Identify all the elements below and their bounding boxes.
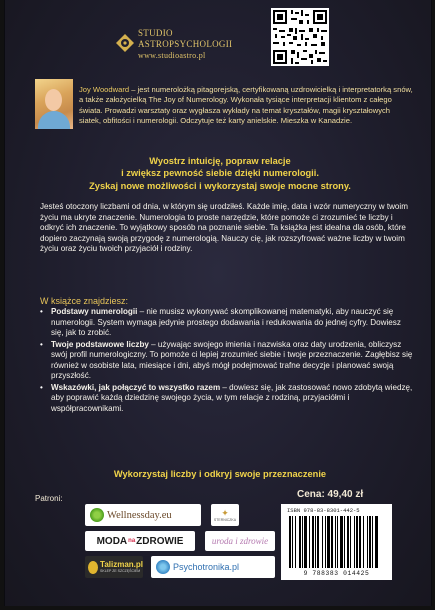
list-item-text: – dowiesz się, jak zastosować nowo zdobytą wiedzę, aby poprawić każdą dziedzinę swojego życia, w tym relacje z rodziną, przyjaciółmi i współpracownikami. — [51, 382, 413, 413]
publisher-url: www.studioastro.pl — [138, 51, 206, 60]
patron-moda-text-1: MODA — [96, 535, 128, 547]
patron-moda-text-3: ZDROWIE — [136, 535, 184, 547]
patrons-label: Patroni: — [35, 494, 63, 503]
publisher-line-2: ASTROPSYCHOLOGII — [138, 39, 233, 49]
isbn-barcode — [281, 504, 392, 580]
patron-talizman-text: Talizman.pl — [100, 560, 143, 569]
list-item-title: Podstawy numerologii — [51, 307, 138, 316]
tagline-line-2: i zwiększ pewność siebie dzięki numerologii. — [121, 168, 319, 179]
list-item — [40, 340, 415, 382]
patron-wellnessday-text: Wellnessday.eu — [107, 509, 172, 521]
leaf-icon — [90, 508, 104, 522]
patron-sterniczka-text: STERNICZKA — [213, 517, 237, 522]
list-item — [40, 383, 415, 415]
patron-wellnessday-logo — [85, 504, 201, 526]
patron-talizman-logo — [85, 556, 143, 578]
tagline-line-3: Zyskaj nowe możliwości i wykorzystaj swoje mocne strony. — [89, 180, 351, 191]
patron-psychotronika-text: Psychotronika.pl — [173, 562, 240, 572]
star-icon: ✦ — [221, 507, 229, 518]
list-item-title: Twoje podstawowe liczby — [51, 339, 149, 349]
barcode-digits: 9 788383 014425 — [303, 570, 370, 577]
book-back-cover — [4, 0, 432, 606]
publisher-logo-icon — [115, 33, 135, 53]
patron-talizman-subtext: SKLEP ZE SZCZĘŚCIEM — [100, 569, 141, 573]
publisher-name — [138, 28, 232, 61]
list-item-text: – nie musisz wykonywać skomplikowanej matematyki, aby nauczyć się numerologii. System wymaga jedynie prostego dodawania i redukowania do jednej cyfry. Dowiesz się, jak to zrobić. — [51, 307, 401, 338]
author-bio — [79, 85, 414, 127]
publisher-line-1: STUDIO — [138, 28, 173, 38]
tagline-line-1: Wyostrz intuicję, popraw relacje — [149, 156, 291, 166]
tagline — [25, 155, 415, 192]
qr-code — [271, 8, 329, 66]
list-item-text: – używając swojego imienia i nazwiska oraz daty urodzenia, obliczysz swój profil numerologiczny. To pomoże ci lepiej zrozumieć siebie i twoje przeznaczenie. Zagłębisz się również w osobiste lata, miesiące i dni, abyś mógł podejmować trafne decyzje i planować swoją przyszłość. — [51, 339, 413, 381]
price: Cena: 49,40 zł — [297, 489, 364, 500]
in-book-list — [40, 307, 415, 415]
author-photo — [35, 79, 73, 129]
list-item-title: Wskazówki, jak połączyć to wszystko razem — [51, 382, 221, 392]
orb-icon — [156, 560, 170, 574]
author-bio-text: – jest numerolożką pitagorejską, certyfikowaną uzdrowicielką i interpretatorką snów, a także założycielką The Joy of Numerology. Wykonała tysiące interpretacji klientom z całego świata. Prowadzi warsztaty oraz wygłasza wykłady na temat kryształów, magii kryształowych siatek, obfitości i numerologii. Odczytuje też karty anielskie. Mieszka w Kanadzie. — [79, 85, 413, 126]
patron-psychotronika-logo — [151, 556, 275, 578]
closing-line: Wykorzystaj liczby i odkryj swoje przeznaczenie — [113, 469, 327, 479]
isbn-number: ISBN 978-83-8301-442-5 — [287, 507, 360, 514]
patron-moda-text-2: na — [128, 538, 136, 544]
list-item — [40, 307, 415, 339]
patron-uroda-text: uroda i zdrowie — [211, 536, 269, 546]
patron-sterniczka-logo — [211, 504, 239, 526]
barcode-icon — [287, 516, 386, 570]
book-description: Jesteś otoczony liczbami od dnia, w którym się urodziłeś. Każde imię, data i wzór numeryczny w twoim życiu ma ukryte znaczenie. Numerologia to proste narzędzie, które pomoże ci zrozumieć te liczby i odkryć ich znaczenie. To wyjątkowy sposób na poznanie siebie. Ta książka jest idealna dla osób, które dopiero zaczynają swoją przygodę z numerologią. Nauczy cię, jak rozszyfrować ważne liczby w twoim życiu oraz życiu twoich przyjaciół i rodziny. — [40, 202, 408, 254]
author-name: Joy Woodward — [79, 85, 130, 94]
patron-moda-na-zdrowie-logo — [85, 531, 195, 551]
patron-uroda-i-zdrowie-logo — [205, 531, 275, 551]
in-book-heading: W książce znajdziesz: — [40, 296, 129, 306]
clover-icon — [88, 561, 98, 574]
